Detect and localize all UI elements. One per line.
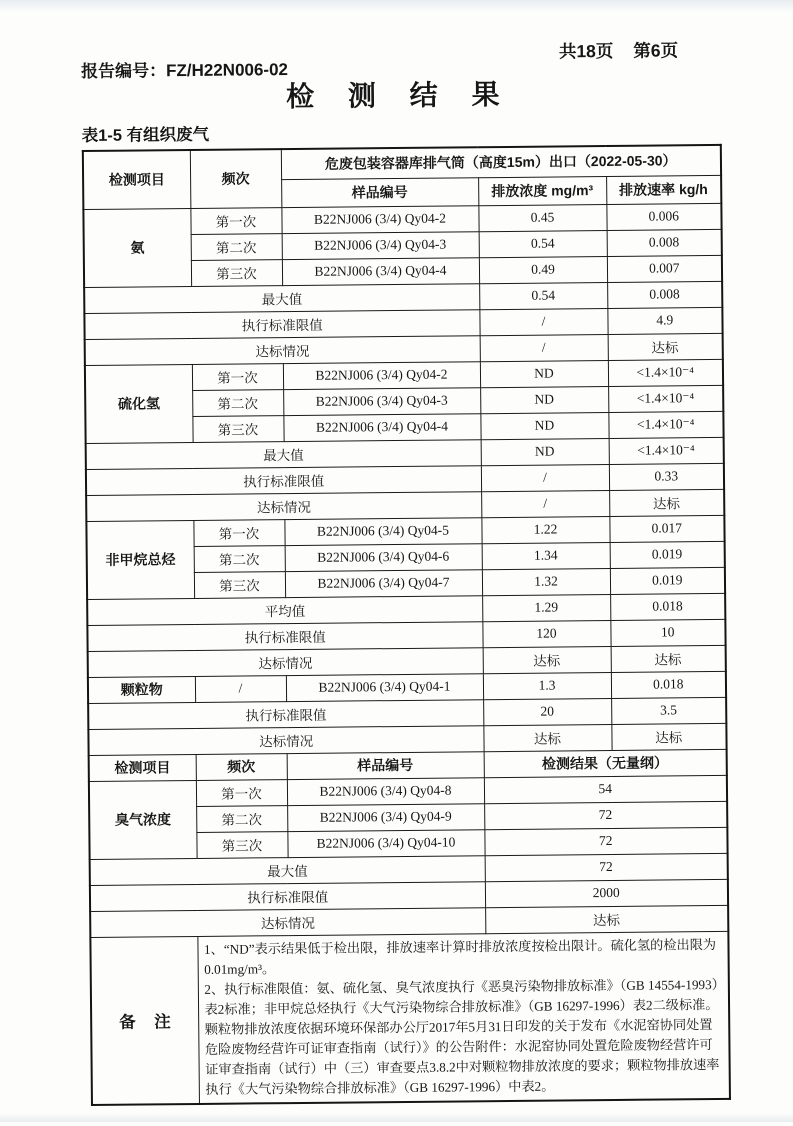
concentration-cell: / (480, 334, 608, 361)
pagination (559, 37, 678, 63)
concentration-cell: 1.32 (482, 568, 610, 595)
result-cell: 72 (484, 827, 727, 855)
concentration-cell: 0.49 (479, 256, 607, 283)
header-cell-concentration: 排放浓度 mg/m³ (478, 176, 606, 205)
concentration-cell: 1.22 (481, 516, 609, 543)
sample-id-cell: B22NJ006 (3/4) Qy04-4 (282, 257, 479, 285)
rate-cell: <1.4×10⁻⁴ (608, 359, 723, 386)
report-number-label: 报告编号： (80, 61, 167, 82)
rate-cell: <1.4×10⁻⁴ (608, 411, 723, 438)
concentration-cell: 1.29 (482, 594, 610, 621)
result-cell: 72 (485, 853, 728, 881)
rate-cell: 3.5 (611, 697, 726, 724)
summary-label-cell: 执行标准限值 (88, 699, 483, 729)
rate-cell: 0.008 (607, 229, 722, 256)
summary-label-cell: 执行标准限值 (87, 621, 482, 651)
results-table (82, 144, 731, 1106)
rate-cell: 达标 (611, 723, 726, 750)
rate-cell: 0.019 (610, 541, 725, 568)
frequency-cell: 第一次 (196, 779, 287, 806)
concentration-cell: 达标 (483, 646, 611, 673)
header2-cell-item: 检测项目 (89, 754, 196, 781)
concentration-cell: 1.34 (482, 542, 610, 569)
concentration-cell: / (481, 490, 609, 517)
scan-edge-bottom (0, 1113, 793, 1122)
frequency-cell: 第二次 (192, 389, 283, 416)
summary-label-cell: 达标情况 (86, 491, 481, 521)
report-number: FZ/H22N006-02 (165, 60, 289, 81)
frequency-cell: 第三次 (191, 259, 282, 286)
sample-id-cell: B22NJ006 (3/4) Qy04-2 (281, 205, 478, 233)
summary-label-cell: 达标情况 (88, 725, 483, 755)
summary-label-cell: 执行标准限值 (86, 465, 481, 495)
rate-cell: 达标 (608, 333, 723, 360)
frequency-cell: 第一次 (190, 207, 281, 234)
sample-id-cell: B22NJ006 (3/4) Qy04-4 (283, 413, 480, 441)
concentration-cell: ND (480, 386, 608, 413)
concentration-cell: 0.45 (478, 204, 606, 231)
concentration-cell: 20 (483, 698, 611, 725)
frequency-cell: 第二次 (194, 545, 285, 572)
frequency-cell: / (195, 675, 286, 702)
frequency-cell: 第二次 (191, 233, 282, 260)
header-cell-rate: 排放速率 kg/h (606, 175, 721, 204)
concentration-cell: 0.54 (479, 282, 607, 309)
summary-label-cell: 达标情况 (88, 647, 483, 677)
concentration-cell: 达标 (483, 724, 611, 751)
section-label-odor: 臭气浓度 (89, 780, 197, 859)
result-cell: 2000 (485, 879, 728, 907)
concentration-cell: ND (481, 438, 609, 465)
sample-id-cell: B22NJ006 (3/4) Qy04-5 (284, 517, 481, 545)
header2-cell-frequency: 频次 (196, 753, 287, 780)
current-page: 第6页 (633, 40, 679, 61)
rate-cell: 0.018 (611, 671, 726, 698)
total-pages: 共18页 (558, 40, 614, 62)
header2-cell-result: 检测结果（无量纲） (484, 749, 727, 777)
page-title: 检 测 结 果 (285, 78, 513, 113)
header2-cell-sample: 样品编号 (287, 751, 484, 779)
sample-id-cell: B22NJ006 (3/4) Qy04-1 (286, 673, 483, 701)
remark-row (90, 931, 730, 1105)
concentration-cell: 1.3 (483, 672, 611, 699)
remark-label-cell: 备 注 (90, 936, 199, 1105)
rate-cell: 0.008 (607, 281, 722, 308)
sample-id-cell: B22NJ006 (3/4) Qy04-7 (285, 569, 482, 597)
rate-cell: 0.007 (607, 255, 722, 282)
rate-cell: 4.9 (607, 307, 722, 334)
header-cell-sample: 样品编号 (281, 177, 478, 207)
frequency-cell: 第一次 (193, 519, 284, 546)
frequency-cell: 第三次 (192, 415, 283, 442)
result-cell: 54 (484, 775, 727, 803)
sample-id-cell: B22NJ006 (3/4) Qy04-3 (283, 387, 480, 415)
result-cell: 达标 (485, 905, 728, 933)
rate-cell: 0.018 (610, 593, 725, 620)
rate-cell: <1.4×10⁻⁴ (609, 437, 724, 464)
rate-cell: 0.019 (610, 567, 725, 594)
sample-id-cell: B22NJ006 (3/4) Qy04-3 (282, 231, 479, 259)
section-label-ammonia: 氨 (83, 208, 191, 287)
rate-cell: 达标 (611, 645, 726, 672)
sample-id-cell: B22NJ006 (3/4) Qy04-8 (287, 777, 484, 805)
summary-label-cell: 执行标准限值 (90, 881, 485, 911)
frequency-cell: 第一次 (192, 363, 283, 390)
frequency-cell: 第三次 (196, 831, 287, 858)
sample-id-cell: B22NJ006 (3/4) Qy04-6 (285, 543, 482, 571)
concentration-cell: ND (480, 412, 608, 439)
section-label-nmhc: 非甲烷总烃 (86, 520, 194, 599)
rate-cell: 0.006 (606, 203, 721, 230)
summary-label-cell: 最大值 (86, 439, 481, 469)
header-cell-outlet: 危废包装容器库排气筒（高度15m）出口（2022-05-30） (281, 145, 721, 179)
rate-cell: <1.4×10⁻⁴ (608, 385, 723, 412)
remark-note-1: 1、“ND”表示结果低于检出限，排放速率计算时排放浓度按检出限计。硫化氢的检出限为0.01mg/m³。 (203, 936, 717, 977)
sample-id-cell: B22NJ006 (3/4) Qy04-2 (283, 361, 480, 389)
rate-cell: 0.017 (609, 515, 724, 542)
rate-cell: 0.33 (609, 463, 724, 490)
sample-id-cell: B22NJ006 (3/4) Qy04-9 (287, 803, 484, 831)
remark-note-2: 2、执行标准限值：氨、硫化氢、臭气浓度执行《恶臭污染物排放标准》（GB 14554-1993）表2标准；非甲烷总烃执行《大气污染物综合排放标准》（GB 16297-1996）表2二级标准。颗粒物排放浓度依据环境环保部办公厅2017年5月31日印发的关于发布《水泥窑协同处置危险废物经营许可证审查指南（试行）》的公告附件：水泥窑协同处置危险废物经营许可证审查指南（试行）中（三）审查要点3.8.2中对颗粒物排放浓度的要求；颗粒物排放速率执行《大气污染物综合排放标准》（GB 16297-1996）中表2。 (204, 976, 720, 1097)
remark-content-cell (197, 931, 730, 1104)
frequency-cell: 第二次 (196, 805, 287, 832)
summary-label-cell: 达标情况 (85, 335, 480, 365)
concentration-cell: 0.54 (479, 230, 607, 257)
summary-label-cell: 最大值 (90, 855, 485, 885)
frequency-cell: 第三次 (194, 571, 285, 598)
rate-cell: 10 (610, 619, 725, 646)
summary-label-cell: 最大值 (84, 283, 479, 313)
table-caption: 表1-5 有组织废气 (81, 125, 210, 146)
rate-cell: 达标 (609, 489, 724, 516)
summary-label-cell: 达标情况 (90, 907, 485, 937)
result-cell: 72 (484, 801, 727, 829)
concentration-cell: ND (480, 360, 608, 387)
summary-label-cell: 执行标准限值 (84, 309, 479, 339)
concentration-cell: / (481, 464, 609, 491)
header-cell-item: 检测项目 (83, 150, 191, 209)
summary-label-cell: 平均值 (87, 595, 482, 625)
section-label-pm: 颗粒物 (88, 676, 195, 703)
header-cell-frequency: 频次 (190, 149, 282, 208)
concentration-cell: / (479, 308, 607, 335)
sample-id-cell: B22NJ006 (3/4) Qy04-10 (287, 829, 484, 857)
concentration-cell: 120 (482, 620, 610, 647)
section-label-h2s: 硫化氢 (85, 364, 193, 443)
